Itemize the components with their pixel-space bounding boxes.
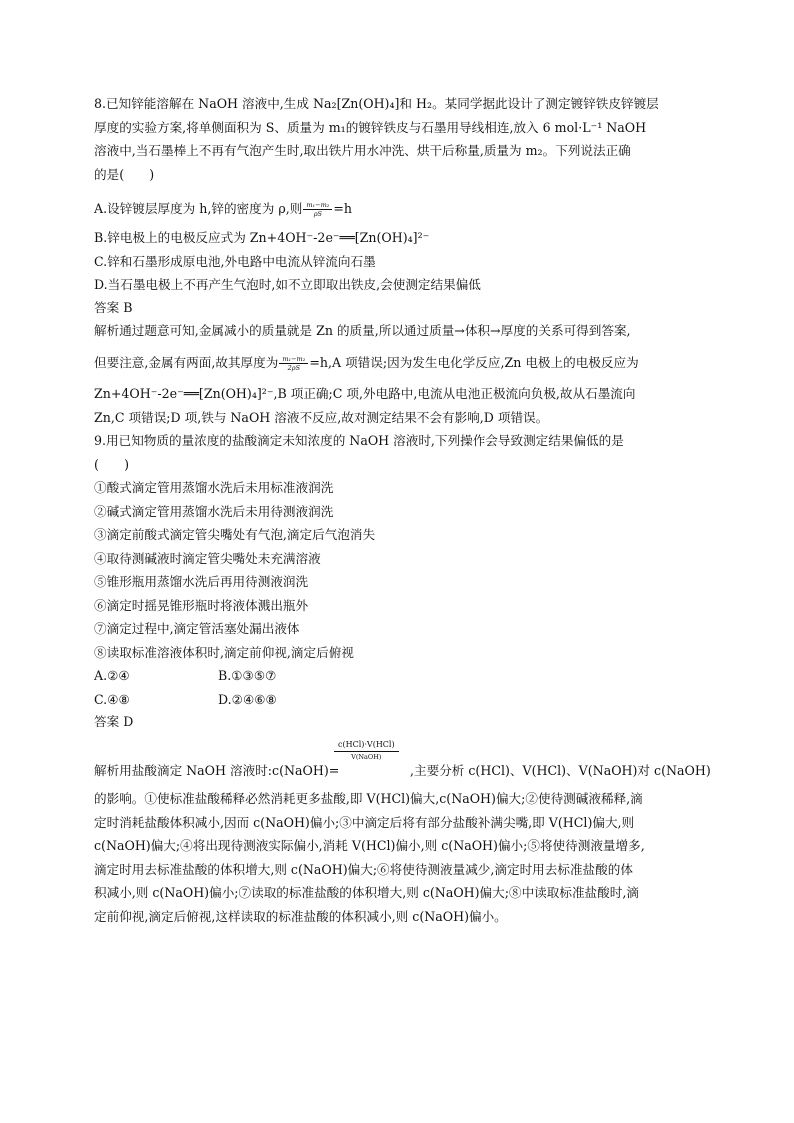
statement-item: ⑧读取标准溶液体积时,滴定前仰视,滴定后俯视 <box>94 644 354 660</box>
explanation-line-4: Zn,C 项错误;D 项,铁与 NaOH 溶液不反应,故对测定结果不会有影响,D 项错误。 <box>94 409 549 425</box>
answer-label: 答案 B <box>94 299 133 315</box>
statement-item: ⑤锥形瓶用蒸馏水洗后再用待测液润洗 <box>94 574 309 589</box>
option-row-cd <box>94 688 706 712</box>
option-b: B.①③⑤⑦ <box>218 668 277 683</box>
statement-item: ⑦滴定过程中,滴定管活塞处漏出液体 <box>94 621 300 636</box>
explanation-line: 的影响。①使标准盐酸稀释必然消耗更多盐酸,即 V(HCl)偏大,c(NaOH)偏大;②使待测碱液稀释,滴 <box>94 791 643 806</box>
explanation-line: 定前仰视,滴定后俯视,这样读取的标准盐酸的体积减小,则 c(NaOH)偏小。 <box>94 908 507 924</box>
option-a-tail: =h <box>333 201 353 216</box>
option-d: D.②④⑥⑧ <box>218 691 277 707</box>
thickness-fraction <box>279 356 308 372</box>
fraction-denominator: ρS <box>313 210 322 218</box>
question-8-stem-line-1: 8.已知锌能溶解在 NaOH 溶液中,生成 Na₂[Zn(OH)₄]和 H₂。某同学据此设计了测定镀锌铁皮锌镀层 <box>94 96 659 111</box>
explanation-text: 但要注意,金属有两面,故其厚度为 <box>94 355 279 370</box>
fraction-numerator: c(HCl)·V(HCl) <box>334 741 399 752</box>
statement-item: ③滴定前酸式滴定管尖嘴处有气泡,滴定后气泡消失 <box>94 527 376 542</box>
option-row-ab <box>94 664 706 688</box>
fraction-denominator: V(NaOH) <box>351 753 382 761</box>
question-8-stem-line-4: 的是( ) <box>94 166 155 182</box>
explanation-formula-line <box>94 740 711 785</box>
option-a-fraction <box>303 202 332 218</box>
explanation-tail: =h,A 项错误;因为发生电化学反应,Zn 电极上的电极反应为 <box>309 355 639 370</box>
question-8 <box>94 92 706 429</box>
statement-item: ②碱式滴定管用蒸馏水洗后未用待测液润洗 <box>94 503 334 519</box>
question-8-stem-line-2: 厚度的实验方案,将单侧面积为 S、质量为 m₁的镀锌铁皮与石墨用导线相连,放入 6 mol·L⁻¹ NaOH <box>94 119 647 135</box>
option-c: C.④⑧ <box>94 691 130 707</box>
fraction-numerator: m₁−m₂ <box>279 356 308 365</box>
question-8-stem-line-3: 溶液中,当石墨棒上不再有气泡产生时,取出铁片用水冲洗、烘干后称量,质量为 m₂。下列说法正确 <box>94 143 631 158</box>
statement-item: ⑥滴定时摇晃锥形瓶时将液体溅出瓶外 <box>94 597 309 613</box>
explanation-line-2 <box>94 346 706 380</box>
fraction-numerator: m₁−m₂ <box>303 202 332 211</box>
explanation-text: 解析用盐酸滴定 NaOH 溶液时:c(NaOH)= <box>94 763 340 778</box>
explanation-line: 积减小,则 c(NaOH)偏小;⑦读取的标准盐酸的体积增大,则 c(NaOH)偏大;⑧中读取标准盐酸时,滴 <box>94 885 639 900</box>
option-d: D.当石墨电极上不再产生气泡时,如不立即取出铁皮,会使测定结果偏低 <box>94 277 481 292</box>
concentration-fraction <box>334 741 399 761</box>
option-c: C.锌和石墨形成原电池,外电路中电流从锌流向石墨 <box>94 253 376 269</box>
explanation-line-1: 解析通过题意可知,金属减小的质量就是 Zn 的质量,所以通过质量→体积→厚度的关系可得到答案, <box>94 322 631 338</box>
question-9-stem-line-2: ( ) <box>94 456 130 472</box>
option-a <box>94 192 706 226</box>
option-b: B.锌电极上的电极反应式为 Zn+4OH⁻-2e⁻══[Zn(OH)₄]²⁻ <box>94 230 430 245</box>
explanation-tail: ,主要分析 c(HCl)、V(HCl)、V(NaOH)对 c(NaOH) <box>410 763 711 778</box>
option-a: A.②④ <box>94 668 130 683</box>
explanation-line: 滴定时用去标准盐酸的体积增大,则 c(NaOH)偏大;⑥将使待测液量减少,滴定时用去标准盐酸的体 <box>94 861 633 877</box>
fraction-denominator: 2ρS <box>287 364 301 372</box>
explanation-line: c(NaOH)偏大;④将出现待测液实际偏小,消耗 V(HCl)偏小,则 c(NaOH)偏小;⑤将使待测液量增多, <box>94 838 645 853</box>
document-page <box>94 92 711 928</box>
statement-item: ④取待测碱液时滴定管尖嘴处未充满溶液 <box>94 550 321 566</box>
answer-label: 答案 D <box>94 714 134 729</box>
option-a-text: A.设锌镀层厚度为 h,锌的密度为 ρ,则 <box>94 201 303 216</box>
explanation-line-3: Zn+4OH⁻-2e⁻══[Zn(OH)₄]²⁻,B 项正确;C 项,外电路中,电流从电池正极流向负极,故从石墨流向 <box>94 386 636 401</box>
explanation-line: 定时消耗盐酸体积减小,因而 c(NaOH)偏小;③中滴定后将有部分盐酸补满尖嘴,即 V(HCl)偏大,则 <box>94 814 635 830</box>
question-9 <box>94 429 711 928</box>
question-9-stem-line-1: 9.用已知物质的量浓度的盐酸滴定未知浓度的 NaOH 溶液时,下列操作会导致测定结果偏低的是 <box>94 433 624 448</box>
statement-item: ①酸式滴定管用蒸馏水洗后未用标准液润洗 <box>94 480 334 495</box>
